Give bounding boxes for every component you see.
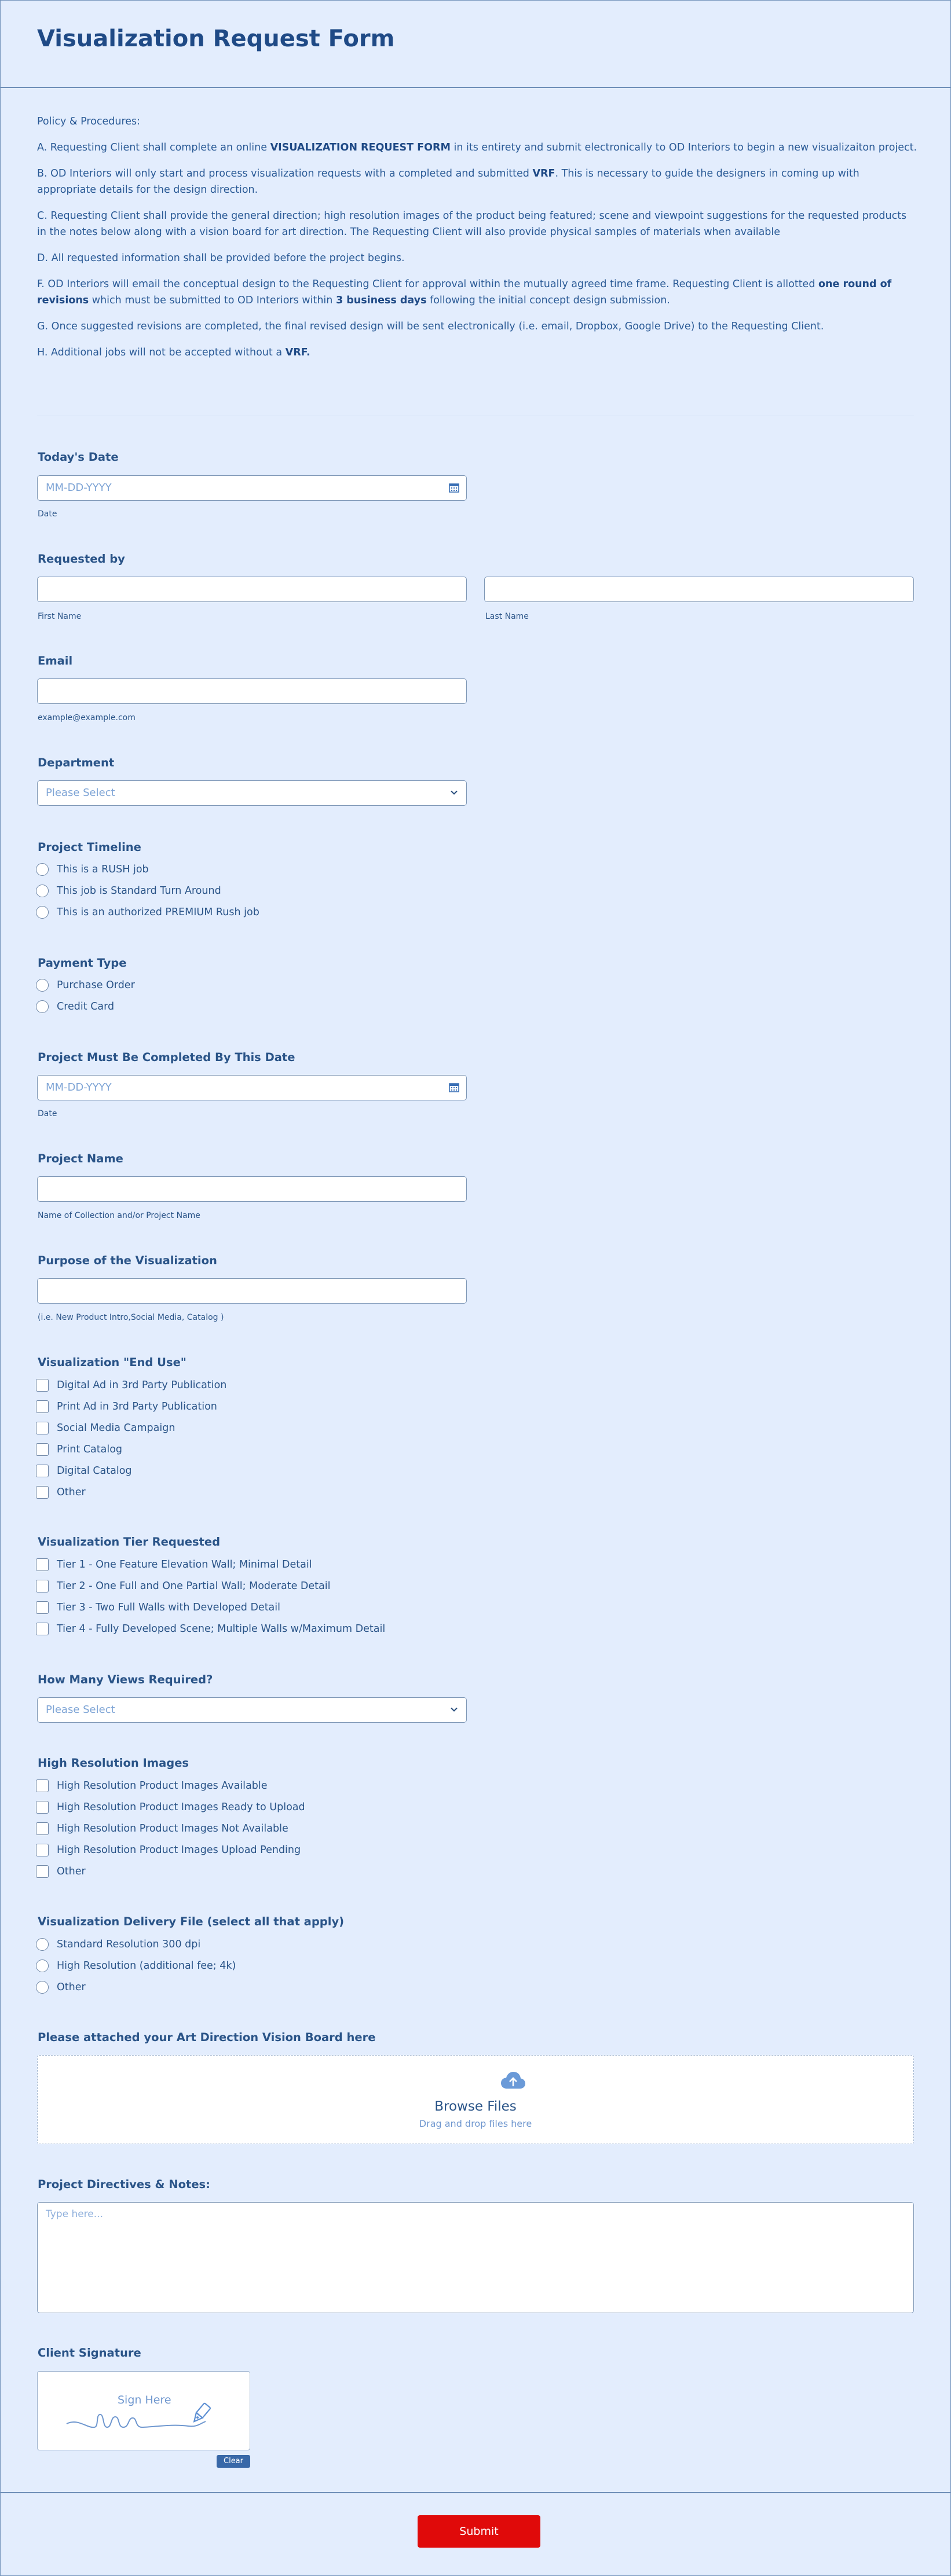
checkbox[interactable] — [36, 1779, 49, 1792]
tier-label: Visualization Tier Requested — [38, 1535, 221, 1548]
submit-button[interactable]: Submit — [418, 2515, 540, 2548]
end-use-label: Visualization "End Use" — [38, 1356, 186, 1369]
radio-button[interactable] — [36, 1959, 49, 1972]
radio-button[interactable] — [36, 885, 49, 897]
views-label: How Many Views Required? — [38, 1673, 213, 1686]
purpose-label: Purpose of the Visualization — [38, 1254, 217, 1267]
last-name-sublabel: Last Name — [485, 612, 529, 621]
end-use-option[interactable]: Digital Catalog — [36, 1464, 383, 1479]
vision-board-label: Please attached your Art Direction Vision Board here — [38, 2031, 376, 2044]
checkbox[interactable] — [36, 1822, 49, 1835]
radio-button[interactable] — [36, 906, 49, 919]
first-name-input[interactable] — [37, 577, 467, 602]
signature-label: Client Signature — [38, 2346, 141, 2360]
project-timeline-label: Project Timeline — [38, 841, 141, 854]
views-selected: Please Select — [46, 1704, 115, 1716]
hires-option[interactable]: High Resolution Product Images Upload Pending — [36, 1843, 441, 1858]
first-name-sublabel: First Name — [38, 612, 82, 621]
signature-pad[interactable] — [37, 2371, 250, 2450]
drag-drop-hint: Drag and drop files here — [419, 2118, 532, 2129]
tier-option[interactable]: Tier 4 - Fully Developed Scene; Multiple Walls w/Maximum Detail — [36, 1622, 499, 1637]
hires-option[interactable]: High Resolution Product Images Ready to Upload — [36, 1800, 441, 1815]
tier-option[interactable]: Tier 3 - Two Full Walls with Developed Detail — [36, 1601, 499, 1616]
complete-by-sublabel: Date — [38, 1109, 57, 1118]
calendar-icon[interactable] — [449, 483, 459, 493]
signature-scribble-icon — [61, 2397, 229, 2432]
checkbox[interactable] — [36, 1623, 49, 1635]
checkbox[interactable] — [36, 1601, 49, 1614]
department-selected: Please Select — [46, 787, 115, 799]
notes-textarea[interactable] — [37, 2202, 914, 2313]
policy-d: D. All requested information shall be provided before the project begins. — [37, 252, 405, 264]
checkbox[interactable] — [36, 1486, 49, 1499]
payment-option-credit[interactable]: Credit Card — [36, 1000, 383, 1015]
department-select[interactable] — [37, 780, 467, 806]
radio-button[interactable] — [36, 1981, 49, 1994]
end-use-option[interactable]: Social Media Campaign — [36, 1421, 383, 1436]
end-use-option[interactable]: Print Ad in 3rd Party Publication — [36, 1400, 383, 1415]
email-sublabel: example@example.com — [38, 713, 136, 722]
delivery-option[interactable]: High Resolution (additional fee; 4k) — [36, 1959, 441, 1974]
footer-divider — [0, 2492, 951, 2493]
checkbox[interactable] — [36, 1422, 49, 1434]
browse-files-link[interactable]: Browse Files — [434, 2099, 517, 2114]
hires-option[interactable]: High Resolution Product Images Available — [36, 1779, 441, 1794]
clear-signature-button[interactable]: Clear — [217, 2455, 250, 2468]
purpose-sublabel: (i.e. New Product Intro,Social Media, Catalog ) — [38, 1313, 224, 1322]
todays-date-label: Today's Date — [38, 450, 119, 464]
payment-type-label: Payment Type — [38, 956, 127, 970]
delivery-label: Visualization Delivery File (select all that apply) — [38, 1915, 345, 1928]
delivery-option[interactable]: Other — [36, 1980, 441, 1995]
checkbox[interactable] — [36, 1443, 49, 1456]
email-input[interactable] — [37, 678, 467, 704]
checkbox[interactable] — [36, 1801, 49, 1814]
hires-option[interactable]: High Resolution Product Images Not Available — [36, 1822, 441, 1837]
end-use-option[interactable]: Other — [36, 1485, 383, 1500]
calendar-icon[interactable] — [449, 1082, 459, 1092]
policy-g: G. Once suggested revisions are completed, the final revised design will be sent electronically (i.e. email, Dropbox, Google Drive) to the Requesting Client. — [37, 321, 824, 332]
radio-button[interactable] — [36, 863, 49, 876]
payment-option-po[interactable]: Purchase Order — [36, 978, 383, 993]
project-name-label: Project Name — [38, 1152, 123, 1165]
requested-by-label: Requested by — [38, 552, 125, 566]
policy-heading: Policy & Procedures: — [37, 116, 141, 127]
chevron-down-icon — [450, 788, 458, 797]
project-name-input[interactable] — [37, 1176, 467, 1202]
end-use-option[interactable]: Digital Ad in 3rd Party Publication — [36, 1378, 383, 1393]
radio-button[interactable] — [36, 1938, 49, 1951]
notes-label: Project Directives & Notes: — [38, 2178, 210, 2191]
todays-date-input[interactable] — [37, 475, 467, 501]
policy-section — [37, 113, 917, 370]
email-label: Email — [38, 654, 73, 667]
checkbox[interactable] — [36, 1379, 49, 1392]
end-use-option[interactable]: Print Catalog — [36, 1443, 383, 1458]
hires-option[interactable]: Other — [36, 1865, 441, 1880]
chevron-down-icon — [450, 1705, 458, 1713]
checkbox[interactable] — [36, 1558, 49, 1571]
views-select[interactable] — [37, 1697, 467, 1723]
complete-by-input[interactable] — [37, 1075, 467, 1100]
project-name-sublabel: Name of Collection and/or Project Name — [38, 1211, 200, 1220]
timeline-option-premium[interactable]: This is an authorized PREMIUM Rush job — [36, 905, 383, 920]
tier-option[interactable]: Tier 1 - One Feature Elevation Wall; Minimal Detail — [36, 1558, 499, 1573]
last-name-input[interactable] — [484, 577, 914, 602]
file-upload-dropzone[interactable] — [37, 2055, 914, 2144]
cloud-upload-icon — [500, 2071, 526, 2090]
notes-placeholder: Type here... — [46, 2208, 103, 2220]
todays-date-sublabel: Date — [38, 509, 57, 519]
policy-c: C. Requesting Client shall provide the general direction; high resolution images of the product being featured; scene and viewpoint suggestions for the requested products in the notes below along with a vision board for art direction. The Requesting Client will also provide physical samples of materials when available — [37, 210, 907, 238]
department-label: Department — [38, 756, 115, 769]
delivery-option[interactable]: Standard Resolution 300 dpi — [36, 1937, 441, 1953]
radio-button[interactable] — [36, 1000, 49, 1013]
checkbox[interactable] — [36, 1465, 49, 1477]
form-title: Visualization Request Form — [37, 25, 395, 52]
policy-f: F. OD Interiors will email the conceptual design to the Requesting Client for approval within the mutually agreed time frame. Requesting Client is allotted one round of revisions which must be submitted to OD Interiors within 3 business days following the initial concept design submission. — [37, 278, 892, 306]
timeline-option-rush[interactable]: This is a RUSH job — [36, 863, 383, 878]
tier-option[interactable]: Tier 2 - One Full and One Partial Wall; Moderate Detail — [36, 1579, 499, 1594]
checkbox[interactable] — [36, 1400, 49, 1413]
policy-b: B. OD Interiors will only start and process visualization requests with a completed and submitted VRF. This is necessary to guide the designers in coming up with appropriate details for the design direction. — [37, 168, 859, 196]
complete-by-label: Project Must Be Completed By This Date — [38, 1051, 295, 1064]
hires-label: High Resolution Images — [38, 1756, 189, 1770]
checkbox[interactable] — [36, 1580, 49, 1592]
radio-button[interactable] — [36, 979, 49, 992]
policy-a: A. Requesting Client shall complete an online VISUALIZATION REQUEST FORM in its entirety and submit electronically to OD Interiors to begin a new visualizaiton project. — [37, 142, 917, 153]
checkbox[interactable] — [36, 1865, 49, 1878]
sign-here-text: Sign Here — [118, 2394, 171, 2406]
policy-h: H. Additional jobs will not be accepted without a VRF. — [37, 347, 310, 358]
form-header — [0, 0, 951, 88]
complete-by-placeholder: MM-DD-YYYY — [46, 1081, 112, 1093]
checkbox[interactable] — [36, 1844, 49, 1856]
timeline-option-standard[interactable]: This job is Standard Turn Around — [36, 884, 383, 899]
todays-date-placeholder: MM-DD-YYYY — [46, 482, 112, 494]
purpose-input[interactable] — [37, 1278, 467, 1304]
